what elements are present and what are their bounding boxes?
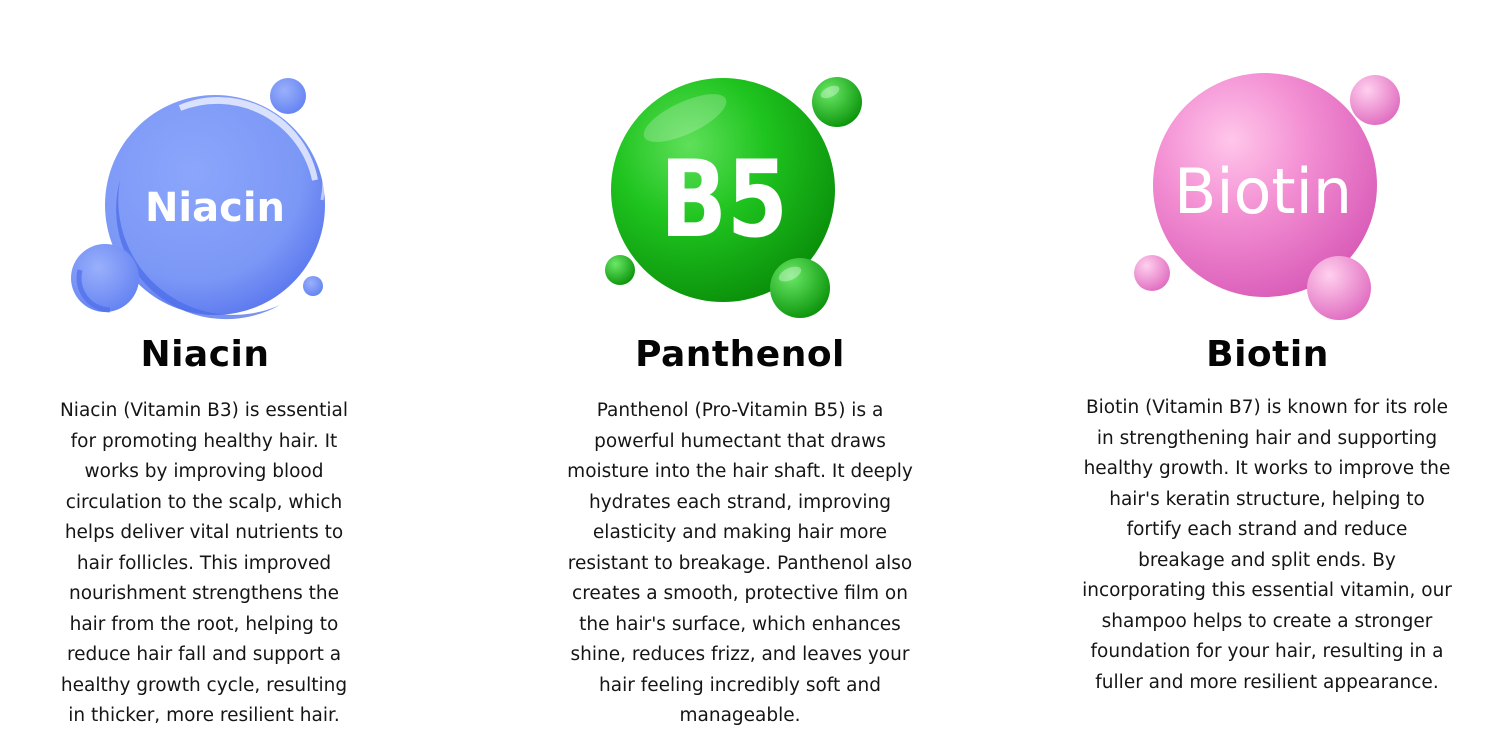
- niacin-description: Niacin (Vitamin B3) is essential for promoting healthy hair. It works by improving blood circulation to the scalp, which helps deliver vital nutrients to hair follicles. This improved nourishment strengthens the hair from the root, helping to reduce hair fall and support a healthy growth cycle, resulting in thicker, more resilient hair.: [59, 400, 349, 726]
- niacin-title: Niacin: [140, 334, 270, 375]
- biotin-bubble-label: Biotin: [1174, 155, 1352, 228]
- b5-bubble-left: [605, 255, 635, 285]
- b5-bubble-top: [812, 77, 862, 127]
- niacin-bubble-top: [270, 78, 306, 114]
- panthenol-description: Panthenol (Pro-Vitamin B5) is a powerful humectant that draws moisture into the hair shaft. It deeply hydrates each strand, improving elasticity and making hair more resistant to breakage. Panthenol also creates a smooth, protective film on the hair's surface, which enhances shine, reduces frizz, and leaves your hair feeling incredibly soft and manageable.: [567, 400, 913, 726]
- biotin-bubble-bottom: [1307, 256, 1371, 320]
- panthenol-title: Panthenol: [635, 334, 845, 375]
- b5-bubble-graphic: [560, 70, 920, 330]
- niacin-bubble-tiny: [303, 276, 323, 296]
- b5-bubble-label: B5: [660, 138, 788, 261]
- niacin-bubble-graphic: [40, 70, 370, 330]
- biotin-bubble-left: [1134, 255, 1170, 291]
- biotin-bubble-graphic: [1080, 70, 1455, 330]
- niacin-card: [40, 0, 370, 750]
- biotin-card: [1080, 0, 1455, 750]
- biotin-title: Biotin: [1206, 334, 1329, 375]
- panthenol-card: [560, 0, 920, 750]
- b5-bubble-bottom: [770, 258, 830, 318]
- biotin-description: Biotin (Vitamin B7) is known for its role in strengthening hair and supporting healthy growth. It works to improve the hair's keratin structure, helping to fortify each strand and reduce breakage and split ends. By incorporating this essential vitamin, our shampoo helps to create a stronger foundation for your hair, resulting in a fuller and more resilient appearance.: [1082, 397, 1452, 693]
- biotin-bubble-top: [1350, 75, 1400, 125]
- niacin-bubble-label: Niacin: [144, 185, 286, 231]
